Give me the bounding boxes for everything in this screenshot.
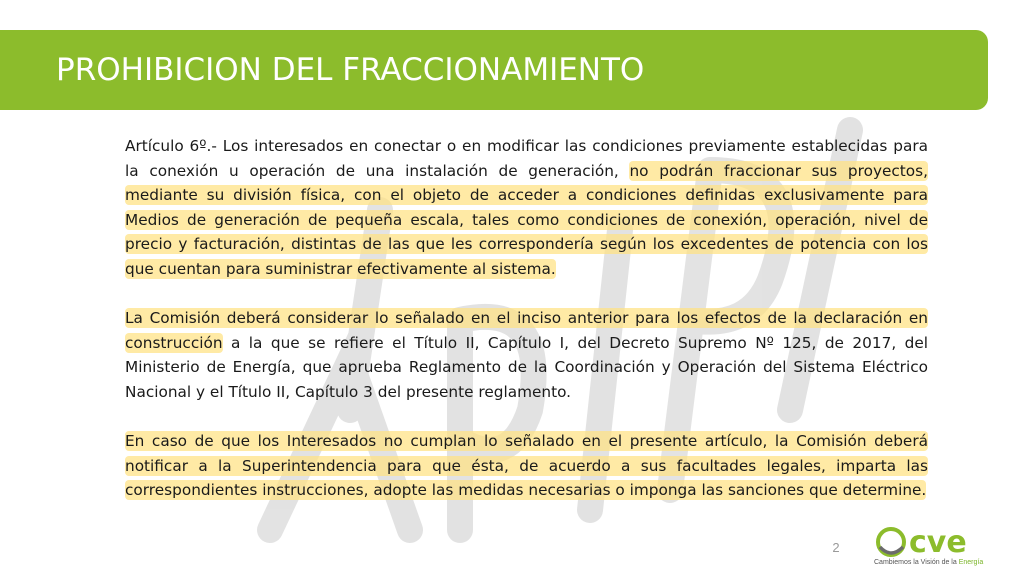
paragraph-3: [125, 429, 928, 503]
article-body: [125, 134, 928, 528]
paragraph-2: [125, 306, 928, 404]
logo-swirl-icon: [878, 529, 904, 555]
logo-tagline: [874, 559, 994, 566]
paragraph-2-tail: a la que se refiere el Título II, Capítulo I, del Decreto Supremo Nº 125, de 2017, del Ministerio de Energía, que aprueba Reglamento de la Coordinación y Operación del Sistema Eléctrico Nacional y el Título II, Capítulo 3 del presente reglamento.: [125, 333, 928, 401]
paragraph-2-highlight: La Comisión deberá considerar lo señalado en el inciso anterior para los efectos de la declaración en construcción: [125, 309, 928, 352]
page-number: 2: [832, 540, 840, 555]
slide-title: PROHIBICION DEL FRACCIONAMIENTO: [56, 52, 645, 88]
paragraph-1: [125, 134, 928, 282]
paragraph-1-text: Artículo 6º.- Los interesados en conectar o en modificar las condiciones previamente establecidas para la conexión u operación de una instalación de generación,: [125, 137, 928, 180]
logo-tagline-highlight: Energía: [958, 559, 984, 566]
logo-brand-text: cve: [909, 525, 967, 560]
paragraph-1-highlight: no podrán fraccionar sus proyectos, mediante su división física, con el objeto de acceder a condiciones definidas exclusivamente para Medios de generación de pequeña escala, tales como condiciones de conexión, operación, nivel de precio y facturación, distintas de las que les correspondería según los excedentes de potencia con los que cuentan para suministrar efectivamente al sistema.: [125, 161, 929, 278]
logo-tagline-prefix: Cambiemos la Visión de la: [874, 559, 959, 566]
paragraph-3-highlight: En caso de que los Interesados no cumplan lo señalado en el presente artículo, la Comisión deberá notificar a la Superintendencia para que ésta, de acuerdo a sus facultades legales, imparta las correspondientes instrucciones, adopte las medidas necesarias o imponga las sanciones que determine.: [125, 432, 928, 500]
